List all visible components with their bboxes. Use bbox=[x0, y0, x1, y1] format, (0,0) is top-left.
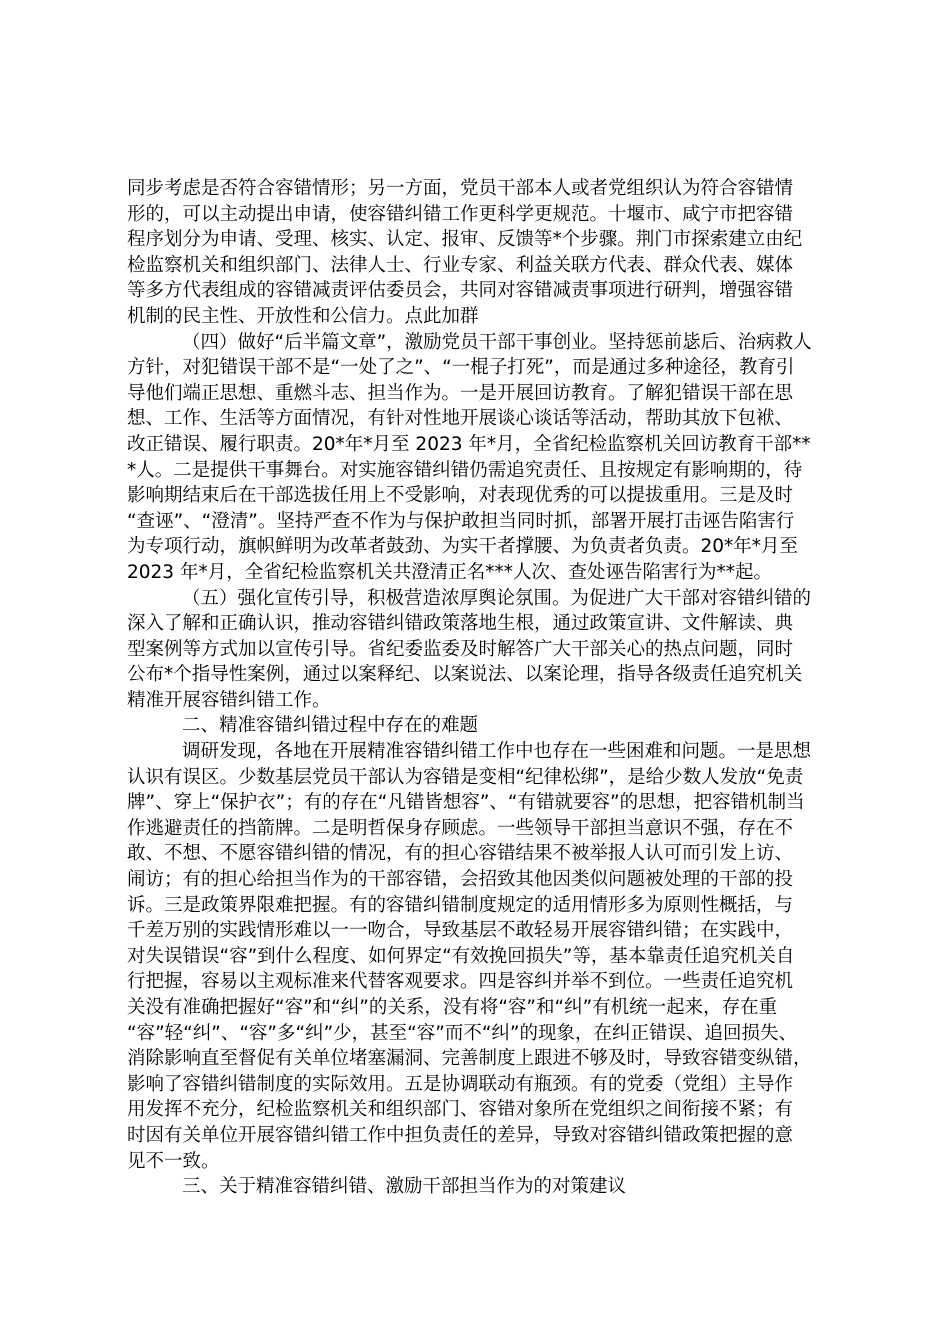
heading-text: 二、精准容错纠错过程中存在的难题 bbox=[182, 715, 479, 737]
text-line: 影响期结束后在干部选拔任用上不受影响，对表现优秀的可以提拔重用。三是及时 bbox=[127, 485, 794, 507]
text-line: 2023 年*月，全省纪检监察机关共澄清正名***人次、查处诬告陷害行为**起。 bbox=[127, 561, 772, 583]
document-page bbox=[127, 176, 839, 1200]
text-line: 消除影响直至督促有关单位堵塞漏洞、完善制度上跟进不够及时，导致容错变纵错， bbox=[127, 1048, 812, 1070]
text-line: （四）做好“后半篇文章”，激励党员干部干事创业。坚持惩前毖后、治病救人 bbox=[182, 331, 812, 353]
text-line: 牌”、穿上“保护衣”；有的存在“凡错皆想容”、“有错就要容”的思想，把容错机制当 bbox=[127, 792, 805, 814]
text-line: 方针，对犯错误干部不是“一处了之”、“一棍子打死”，而是通过多种途径，教育引 bbox=[127, 357, 795, 379]
text-line: 为专项行动，旗帜鲜明为改革者鼓劲、为实干者撑腰、为负责者负责。20*年*月至 bbox=[127, 536, 799, 558]
text-line: 想、工作、生活等方面情况，有针对性地开展谈心谈话等活动，帮助其放下包袱、 bbox=[127, 408, 794, 430]
text-line: 行把握，容易以主观标准来代替客观要求。四是容纠并举不到位。一些责任追究机 bbox=[127, 971, 794, 993]
text-line: 公布*个指导性案例，通过以案释纪、以案说法、以案论理，指导各级责任追究机关 bbox=[127, 664, 803, 686]
text-line: 深入了解和正确认识，推动容错纠错政策落地生根，通过政策宣讲、文件解读、典 bbox=[127, 613, 794, 635]
text-line: 机制的民主性、开放性和公信力。点此加群 bbox=[127, 305, 479, 327]
text-line: 影响了容错纠错制度的实际效用。五是协调联动有瓶颈。有的党委（党组）主导作 bbox=[127, 1073, 794, 1095]
text-line: 作逃避责任的挡箭牌。二是明哲保身存顾虑。一些领导干部担当意识不强，存在不 bbox=[127, 817, 794, 839]
section-heading-three bbox=[127, 1174, 839, 1200]
text-line: 同步考虑是否符合容错情形；另一方面，党员干部本人或者党组织认为符合容错情 bbox=[127, 178, 794, 199]
text-line: 形的，可以主动提出申请，使容错纠错工作更科学更规范。十堰市、咸宁市把容错 bbox=[127, 203, 794, 225]
text-line: 关没有准确把握好“容”和“纠”的关系，没有将“容”和“纠”有机统一起来，存在重 bbox=[127, 997, 778, 1018]
text-line: *人。二是提供干事舞台。对实施容错纠错仍需追究责任、且按规定有影响期的，待 bbox=[127, 459, 803, 481]
text-line: 等多方代表组成的容错减责评估委员会，共同对容错减责事项进行研判，增强容错 bbox=[127, 280, 794, 302]
text-line: 认识有误区。少数基层党员干部认为容错是变相“纪律松绑”，是给少数人发放“免责 bbox=[127, 766, 804, 788]
text-line: “查诬”、“澄清”。坚持严查不作为与保护敢担当同时抓，部署开展打击诬告陷害行 bbox=[127, 510, 795, 532]
text-line: 见不一致。 bbox=[127, 1150, 220, 1172]
text-line: 调研发现，各地在开展精准容错纠错工作中也存在一些困难和问题。一是思想 bbox=[182, 741, 812, 763]
text-line: 闹访；有的担心给担当作为的干部容错，会招致其他因类似问题被处理的干部的投 bbox=[127, 869, 794, 891]
text-line: （五）强化宣传引导，积极营造浓厚舆论氛围。为促进广大干部对容错纠错的 bbox=[182, 587, 812, 609]
section-heading-two bbox=[127, 713, 839, 739]
text-line: 敢、不想、不愿容错纠错的情况，有的担心容错结果不被举报人认可而引发上访、 bbox=[127, 843, 794, 865]
text-line: 对失误错误“容”到什么程度、如何界定“有效挽回损失”等，基本靠责任追究机关自 bbox=[127, 945, 795, 967]
text-line: 精准开展容错纠错工作。 bbox=[127, 689, 331, 711]
paragraph-research-findings bbox=[127, 739, 839, 1174]
paragraph-section-five bbox=[127, 586, 839, 714]
paragraph-case-process bbox=[127, 176, 839, 330]
heading-text: 三、关于精准容错纠错、激励干部担当作为的对策建议 bbox=[182, 1176, 627, 1198]
text-line: 改正错误、履行职责。20*年*月至 2023 年*月，全省纪检监察机关回访教育干部** bbox=[127, 433, 811, 455]
text-line: 诉。三是政策界限难把握。有的容错纠错制度规定的适用情形多为原则性概括，与 bbox=[127, 894, 794, 916]
paragraph-section-four bbox=[127, 330, 839, 586]
text-line: 时因有关单位开展容错纠错工作中担负责任的差异，导致对容错纠错政策把握的意 bbox=[127, 1124, 794, 1146]
text-line: “容”轻“纠”、“容”多“纠”少，甚至“容”而不“纠”的现象，在纠正错误、追回损失、 bbox=[127, 1022, 798, 1044]
text-line: 检监察机关和组织部门、法律人士、行业专家、利益关联方代表、群众代表、媒体 bbox=[127, 254, 794, 276]
text-line: 导他们端正思想、重燃斗志、担当作为。一是开展回访教育。了解犯错误干部在思 bbox=[127, 382, 794, 404]
text-line: 用发挥不充分，纪检监察机关和组织部门、容错对象所在党组织之间衔接不紧；有 bbox=[127, 1099, 794, 1121]
text-line: 程序划分为申请、受理、核实、认定、报审、反馈等*个步骤。荆门市探索建立由纪 bbox=[127, 229, 803, 251]
text-line: 千差万别的实践情形难以一一吻合，导致基层不敢轻易开展容错纠错；在实践中， bbox=[127, 920, 794, 942]
text-line: 型案例等方式加以宣传引导。省纪委监委及时解答广大干部关心的热点问题，同时 bbox=[127, 638, 794, 660]
